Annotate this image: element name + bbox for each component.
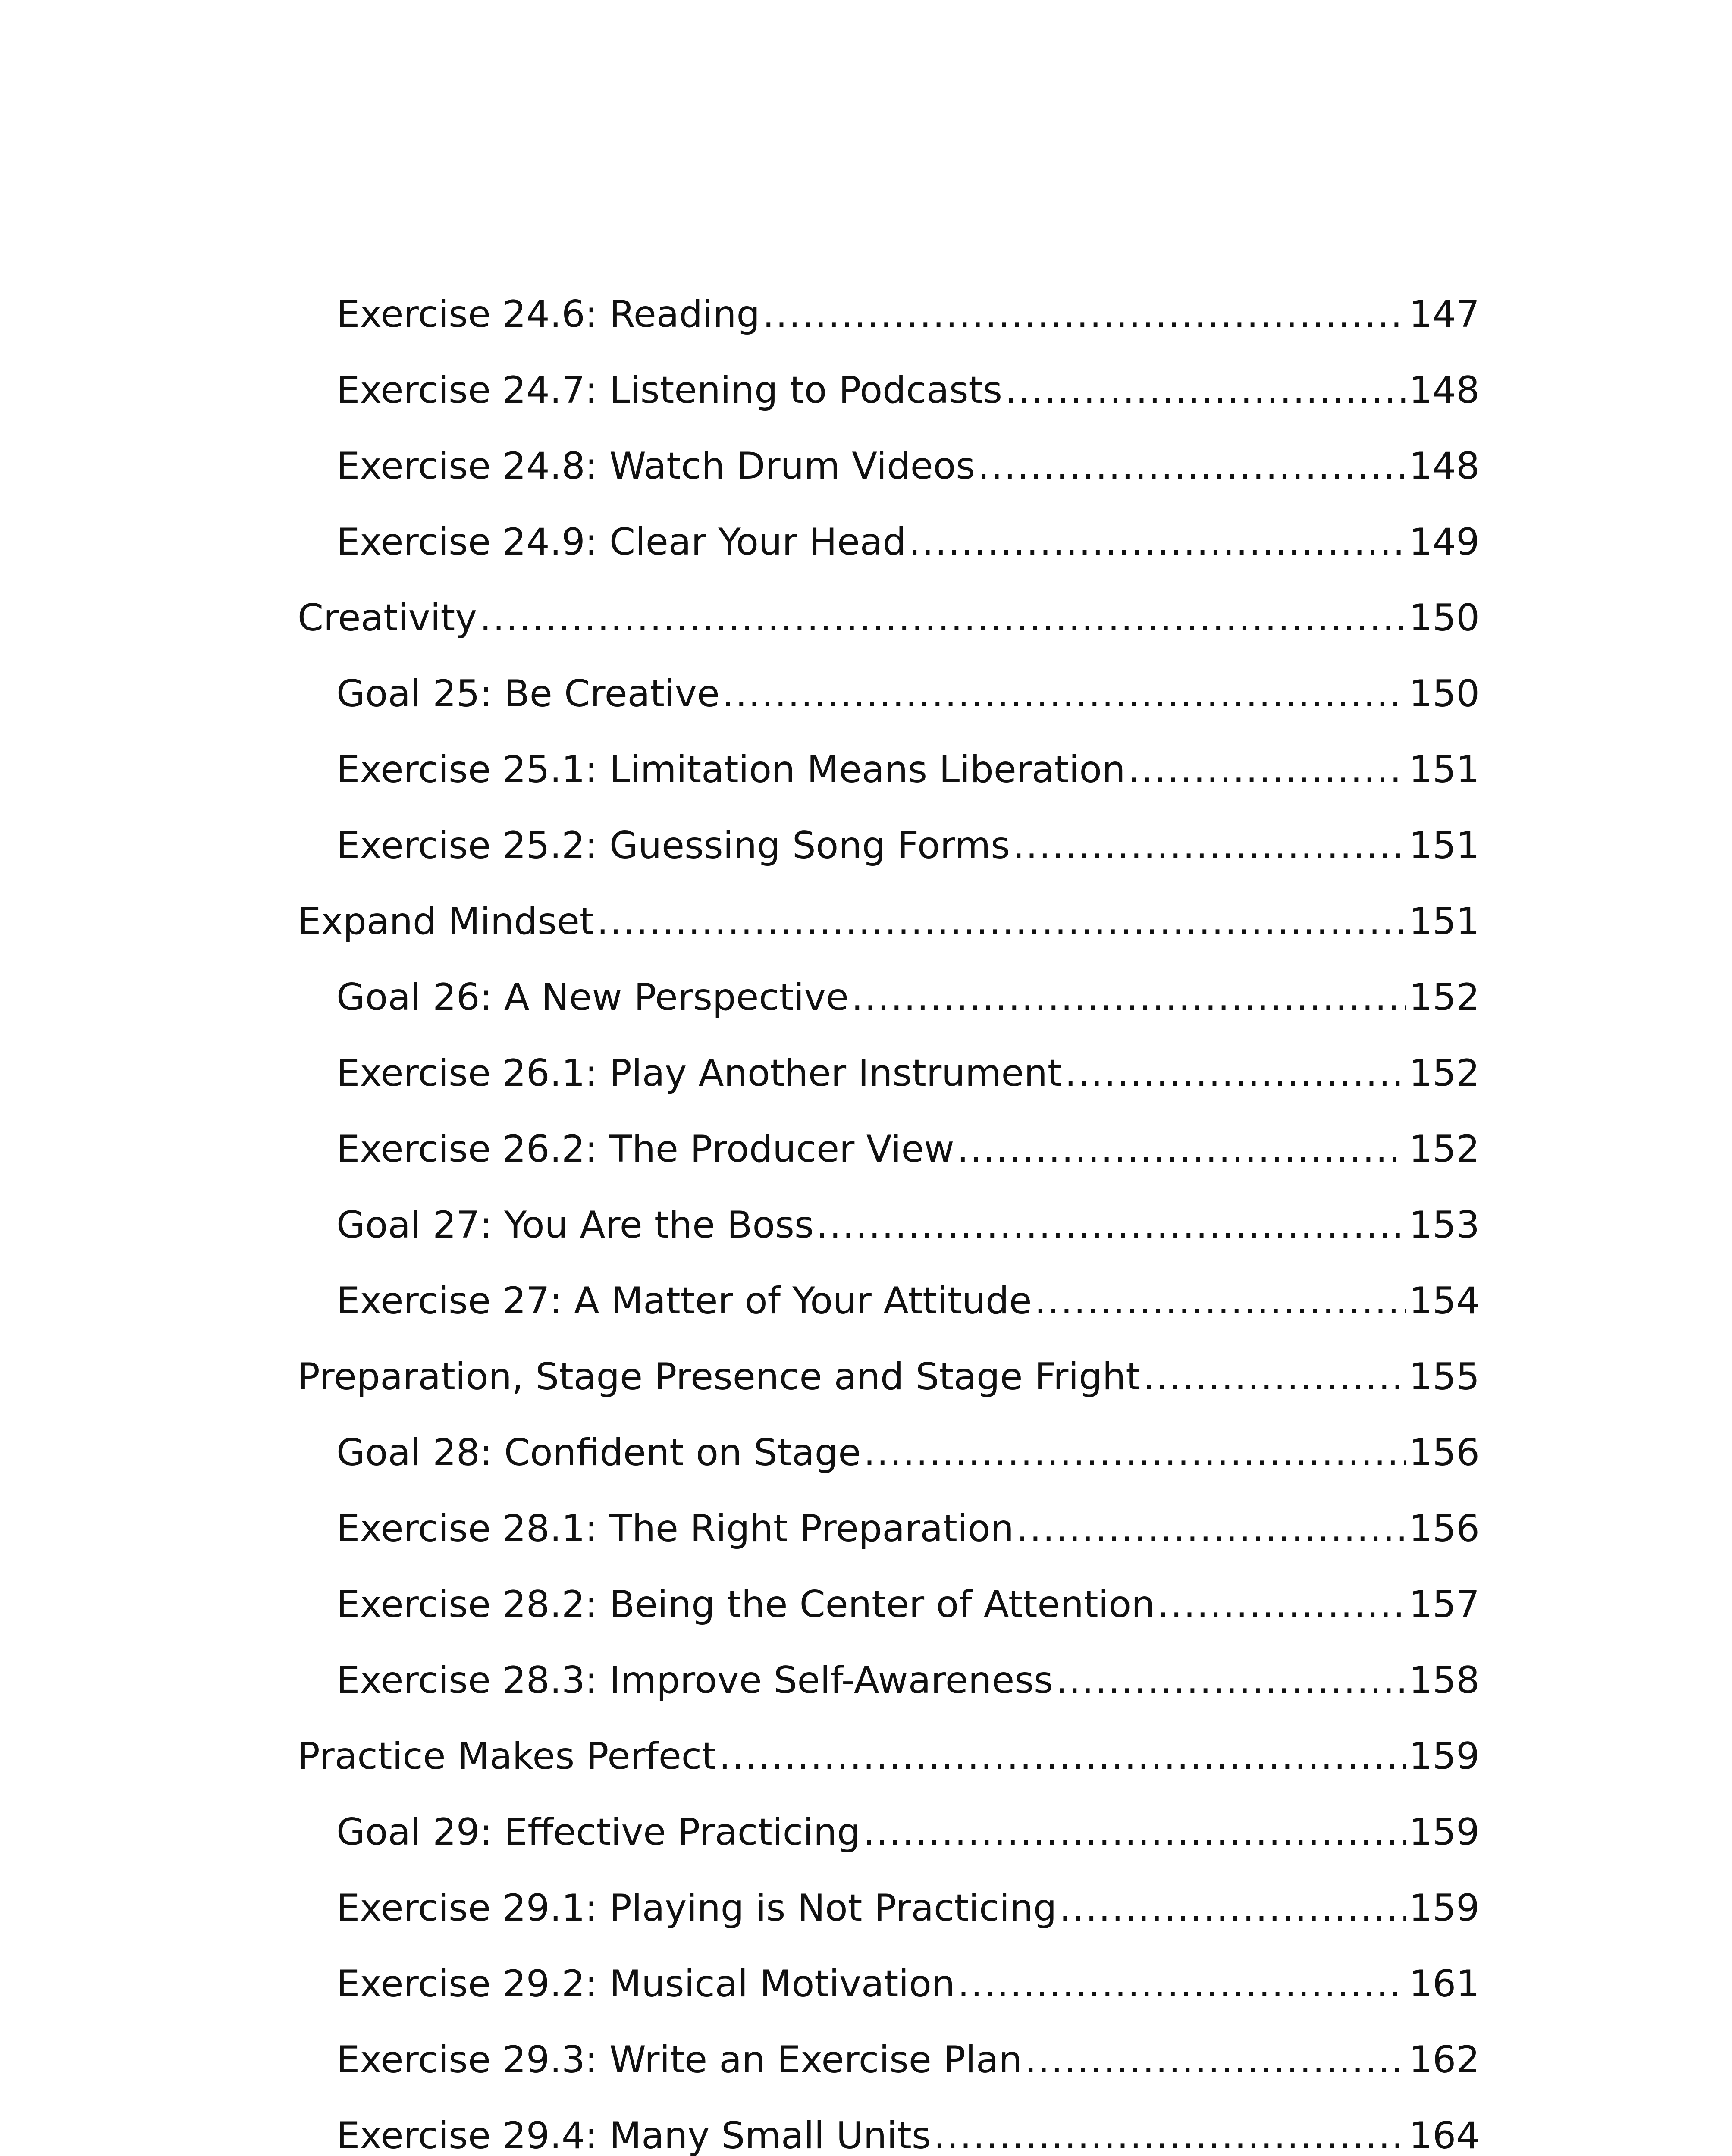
toc-dot-leader (1005, 372, 1406, 409)
toc-section-entry (298, 1319, 1480, 1398)
toc-entry-page-number: 155 (1409, 1355, 1480, 1398)
toc-entry-page-number: 156 (1409, 1431, 1480, 1474)
toc-dot-leader (816, 1206, 1406, 1244)
toc-dot-leader (722, 675, 1406, 712)
toc-entry-page-number: 164 (1409, 2114, 1480, 2156)
toc-subsection-entry (298, 1092, 1480, 1171)
toc-entry-title: Goal 27: You Are the Boss (336, 1203, 814, 1247)
toc-section-entry (298, 561, 1480, 639)
toc-entry-title: Exercise 24.8: Watch Drum Videos (336, 445, 976, 488)
toc-entry-page-number: 150 (1409, 596, 1480, 639)
toc-subsection-entry (298, 1395, 1480, 1474)
toc-entry-title: Exercise 28.1: The Right Preparation (336, 1507, 1014, 1550)
toc-dot-leader (957, 1965, 1406, 2002)
toc-subsection-entry (298, 1016, 1480, 1095)
toc-subsection-entry (298, 1244, 1480, 1322)
toc-entry-title: Exercise 29.4: Many Small Units (336, 2114, 931, 2156)
toc-subsection-entry (298, 1547, 1480, 1626)
toc-entry-title: Goal 25: Be Creative (336, 672, 720, 715)
toc-subsection-entry (298, 712, 1480, 791)
toc-entry-page-number: 147 (1409, 293, 1480, 336)
toc-subsection-entry (298, 636, 1480, 715)
toc-dot-leader (934, 2117, 1406, 2154)
toc-entry-title: Exercise 29.3: Write an Exercise Plan (336, 2038, 1023, 2081)
toc-entry-page-number: 159 (1409, 1735, 1480, 1778)
toc-entry-title: Exercise 29.1: Playing is Not Practicing (336, 1887, 1057, 1930)
toc-entry-title: Exercise 28.2: Being the Center of Attention (336, 1583, 1155, 1626)
toc-dot-leader (1025, 2041, 1406, 2078)
toc-section-entry (298, 1699, 1480, 1778)
toc-dot-leader (1059, 1890, 1406, 1927)
toc-subsection-entry (298, 788, 1480, 867)
toc-subsection-entry (298, 1471, 1480, 1550)
toc-subsection-entry (298, 257, 1480, 336)
toc-entry-page-number: 152 (1409, 1128, 1480, 1171)
toc-entry-page-number: 154 (1409, 1279, 1480, 1322)
toc-entry-title: Exercise 29.2: Musical Motivation (336, 1962, 955, 2006)
toc-subsection-entry (298, 1623, 1480, 1702)
toc-entry-page-number: 159 (1409, 1887, 1480, 1930)
toc-entry-page-number: 152 (1409, 1052, 1480, 1095)
toc-entry-page-number: 162 (1409, 2038, 1480, 2081)
toc-entry-page-number: 148 (1409, 445, 1480, 488)
toc-entry-title: Exercise 26.2: The Producer View (336, 1128, 954, 1171)
toc-entry-page-number: 150 (1409, 672, 1480, 715)
toc-entry-title: Exercise 27: A Matter of Your Attitude (336, 1279, 1032, 1322)
toc-dot-leader (1065, 1055, 1406, 1092)
toc-subsection-entry (298, 2002, 1480, 2081)
toc-dot-leader (719, 1738, 1406, 1775)
toc-entry-page-number: 151 (1409, 900, 1480, 943)
toc-dot-leader (909, 523, 1406, 561)
toc-entry-title: Exercise 25.2: Guessing Song Forms (336, 824, 1010, 867)
toc-dot-leader (851, 979, 1406, 1016)
toc-entry-title: Exercise 25.1: Limitation Means Liberation (336, 748, 1126, 791)
toc-dot-leader (1128, 751, 1406, 788)
toc-entry-page-number: 151 (1409, 824, 1480, 867)
toc-entry-title: Goal 28: Confident on Stage (336, 1431, 861, 1474)
toc-dot-leader (480, 599, 1406, 636)
toc-entry-page-number: 151 (1409, 748, 1480, 791)
toc-subsection-entry (298, 1775, 1480, 1854)
toc-dot-leader (1158, 1586, 1406, 1623)
toc-entry-page-number: 156 (1409, 1507, 1480, 1550)
toc-dot-leader (1013, 827, 1406, 864)
toc-dot-leader (1056, 1662, 1406, 1699)
toc-dot-leader (1143, 1358, 1406, 1395)
toc-entry-title: Preparation, Stage Presence and Stage Fright (298, 1355, 1141, 1398)
toc-dot-leader (978, 448, 1406, 485)
toc-entry-title: Exercise 24.6: Reading (336, 293, 760, 336)
toc-dot-leader (1035, 1282, 1406, 1319)
toc-subsection-entry (298, 409, 1480, 488)
toc-entry-page-number: 159 (1409, 1811, 1480, 1854)
toc-dot-leader (957, 1131, 1406, 1168)
toc-dot-leader (762, 296, 1406, 333)
toc-dot-leader (863, 1814, 1406, 1851)
toc-entry-page-number: 157 (1409, 1583, 1480, 1626)
toc-subsection-entry (298, 2078, 1480, 2154)
toc-subsection-entry (298, 1927, 1480, 2006)
table-of-contents (298, 257, 1480, 2154)
toc-subsection-entry (298, 333, 1480, 412)
toc-subsection-entry (298, 1168, 1480, 1247)
toc-entry-title: Goal 29: Effective Practicing (336, 1811, 861, 1854)
toc-entry-title: Expand Mindset (298, 900, 594, 943)
toc-entry-title: Goal 26: A New Perspective (336, 976, 849, 1019)
toc-subsection-entry (298, 485, 1480, 564)
toc-subsection-entry (298, 1851, 1480, 1930)
toc-entry-title: Exercise 28.3: Improve Self-Awareness (336, 1659, 1053, 1702)
toc-entry-title: Creativity (298, 596, 477, 639)
toc-entry-page-number: 149 (1409, 520, 1480, 564)
toc-section-entry (298, 864, 1480, 943)
toc-entry-title: Exercise 24.7: Listening to Podcasts (336, 369, 1003, 412)
toc-entry-page-number: 161 (1409, 1962, 1480, 2006)
toc-entry-title: Exercise 24.9: Clear Your Head (336, 520, 907, 564)
toc-subsection-entry (298, 940, 1480, 1019)
toc-dot-leader (863, 1434, 1406, 1471)
toc-entry-title: Practice Makes Perfect (298, 1735, 716, 1778)
toc-entry-page-number: 153 (1409, 1203, 1480, 1247)
toc-entry-title: Exercise 26.1: Play Another Instrument (336, 1052, 1062, 1095)
toc-entry-page-number: 158 (1409, 1659, 1480, 1702)
toc-entry-page-number: 148 (1409, 369, 1480, 412)
toc-dot-leader (1017, 1510, 1406, 1547)
toc-dot-leader (597, 903, 1406, 940)
toc-entry-page-number: 152 (1409, 976, 1480, 1019)
